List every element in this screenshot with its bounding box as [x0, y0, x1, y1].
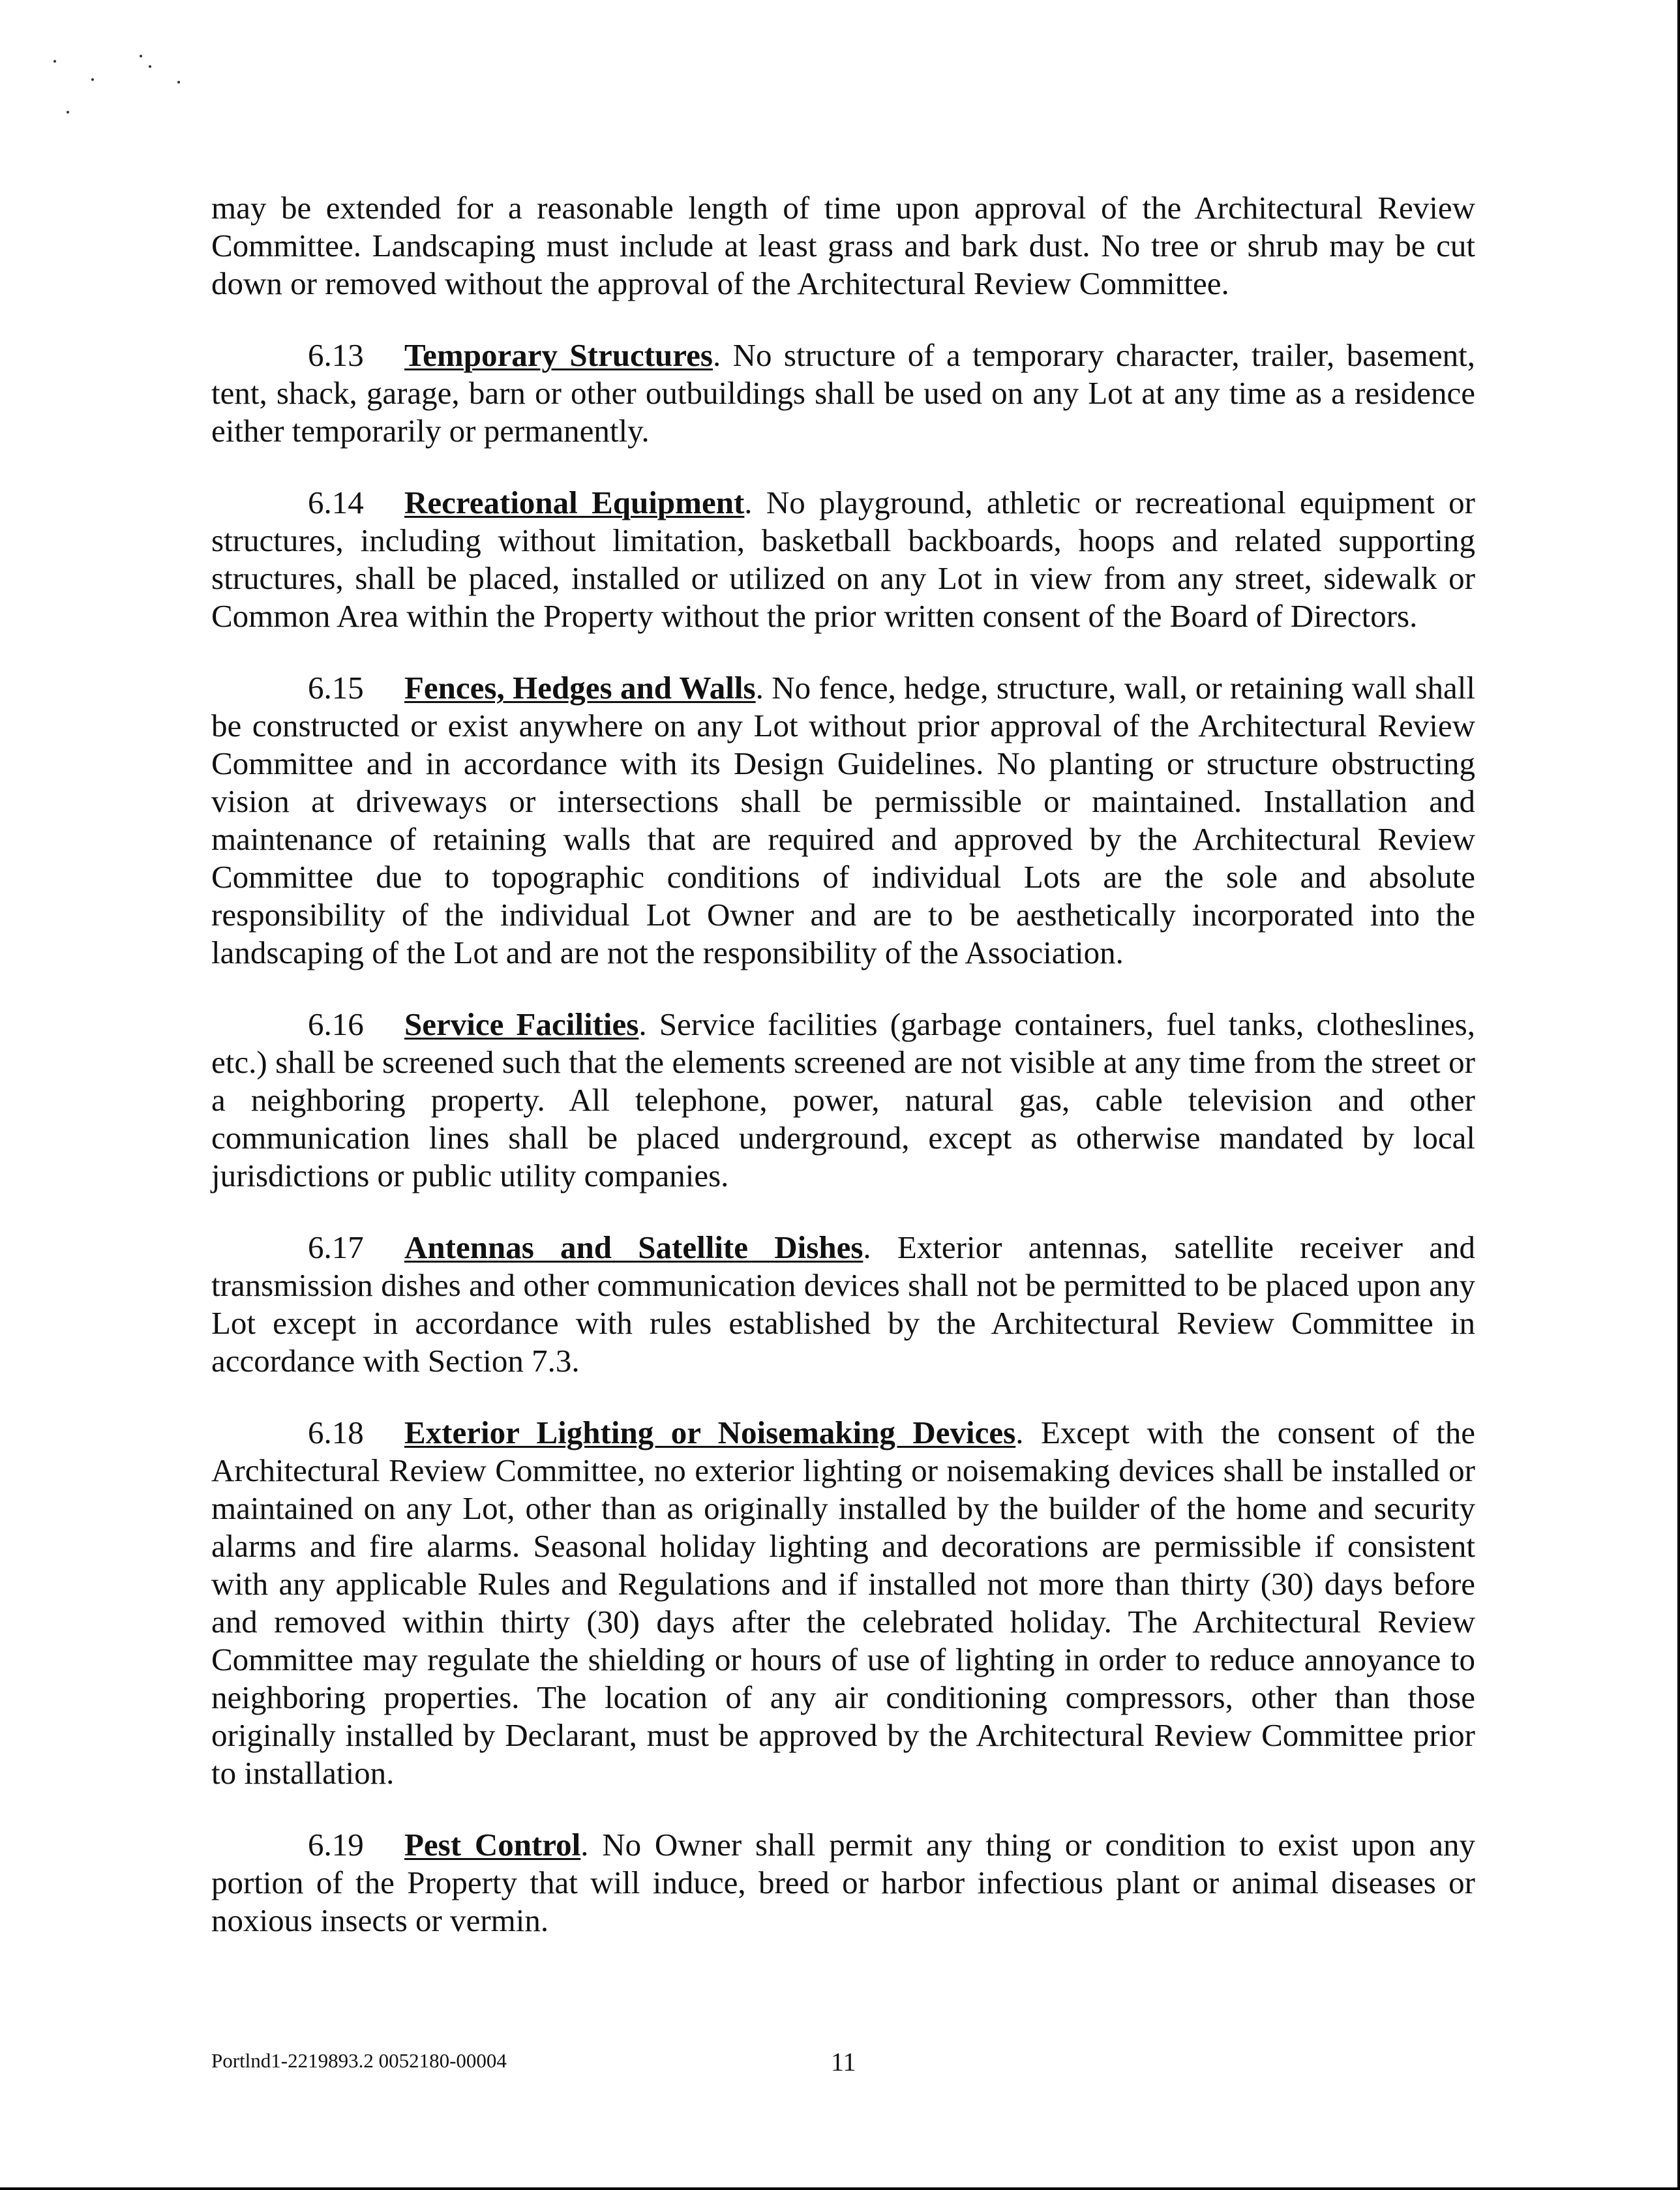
scan-speck	[67, 111, 69, 113]
section-number: 6.13	[308, 337, 364, 373]
section-6-16	[211, 1006, 1475, 1195]
scan-speck	[177, 81, 180, 83]
section-number: 6.18	[308, 1415, 364, 1450]
page-footer	[211, 2047, 1475, 2077]
scan-speck	[140, 55, 142, 57]
section-body: . Service facilities (garbage containers, fuel tanks, clotheslines, etc.) shall be screened such that the elements screened are not visible at any time from the street or a neighboring property. All telephone, power, natural gas, cable television and other communication lines shall be placed underground, except as otherwise mandated by local jurisdictions or public utility companies.	[211, 1006, 1475, 1193]
section-heading: Exterior Lighting or Noisemaking Devices	[404, 1415, 1016, 1450]
scan-speck	[149, 65, 151, 68]
section-heading: Recreational Equipment	[404, 485, 745, 520]
scan-speck	[53, 60, 56, 63]
section-heading: Pest Control	[404, 1827, 581, 1863]
section-heading: Temporary Structures	[404, 337, 713, 373]
section-body: . No structure of a temporary character, trailer, basement, tent, shack, garage, barn or other outbuildings shall be used on any Lot at any time as a residence either temporarily or permanently.	[211, 337, 1475, 449]
section-heading: Antennas and Satellite Dishes	[404, 1229, 863, 1265]
section-6-13	[211, 337, 1475, 450]
section-body: . No Owner shall permit any thing or condition to exist upon any portion of the Property that will induce, breed or harbor infectious plant or animal diseases or noxious insects or vermin.	[211, 1827, 1476, 1938]
section-heading: Service Facilities	[404, 1006, 639, 1042]
section-6-15	[211, 669, 1475, 972]
section-number: 6.17	[308, 1229, 364, 1265]
footer-document-id: Portlnd1-2219893.2 0052180-00004	[211, 2049, 507, 2072]
section-number: 6.15	[308, 670, 364, 706]
document-body	[211, 189, 1475, 1973]
section-6-18	[211, 1414, 1475, 1792]
section-number: 6.14	[308, 485, 364, 520]
section-body: . No playground, athletic or recreational equipment or structures, including without limitation, basketball backboards, hoops and related supporting structures, shall be placed, installed or utilized on any Lot in view from any street, sidewalk or Common Area within the Property without the prior written consent of the Board of Directors.	[211, 485, 1475, 634]
scan-speck	[91, 78, 94, 81]
section-number: 6.19	[308, 1827, 364, 1863]
section-number: 6.16	[308, 1006, 364, 1042]
section-body: . Exterior antennas, satellite receiver and transmission dishes and other communication devices shall not be permitted to be placed upon any Lot except in accordance with rules established by the Architectural Review Committee in accordance with Section 7.3.	[211, 1229, 1475, 1379]
section-body: . Except with the consent of the Architectural Review Committee, no exterior lighting or noisemaking devices shall be installed or maintained on any Lot, other than as originally installed by the builder of the home and security alarms and fire alarms. Seasonal holiday lighting and decorations are permissible if consistent with any applicable Rules and Regulations and if installed not more than thirty (30) days before and removed within thirty (30) days after the celebrated holiday. The Architectural Review Committee may regulate the shielding or hours of use of lighting in order to reduce annoyance to neighboring properties. The location of any air conditioning compressors, other than those originally installed by Declarant, must be approved by the Architectural Review Committee prior to installation.	[211, 1415, 1475, 1791]
section-body: . No fence, hedge, structure, wall, or retaining wall shall be constructed or exist anywhere on any Lot without prior approval of the Architectural Review Committee and in accordance with its Design Guidelines. No planting or structure obstructing vision at driveways or intersections shall be permissible or maintained. Installation and maintenance of retaining walls that are required and approved by the Architectural Review Committee due to topographic conditions of individual Lots are the sole and absolute responsibility of the individual Lot Owner and are to be aesthetically incorporated into the landscaping of the Lot and are not the responsibility of the Association.	[211, 670, 1475, 970]
section-heading: Fences, Hedges and Walls	[404, 670, 756, 706]
section-6-17	[211, 1229, 1475, 1380]
continuation-paragraph: may be extended for a reasonable length of time upon approval of the Architectural Review Committee. Landscaping must include at least grass and bark dust. No tree or shrub may be cut down or removed without the approval of the Architectural Review Committee.	[211, 190, 1475, 301]
page-number: 11	[831, 2047, 856, 2077]
section-6-14	[211, 484, 1475, 635]
section-6-19	[211, 1826, 1475, 1940]
